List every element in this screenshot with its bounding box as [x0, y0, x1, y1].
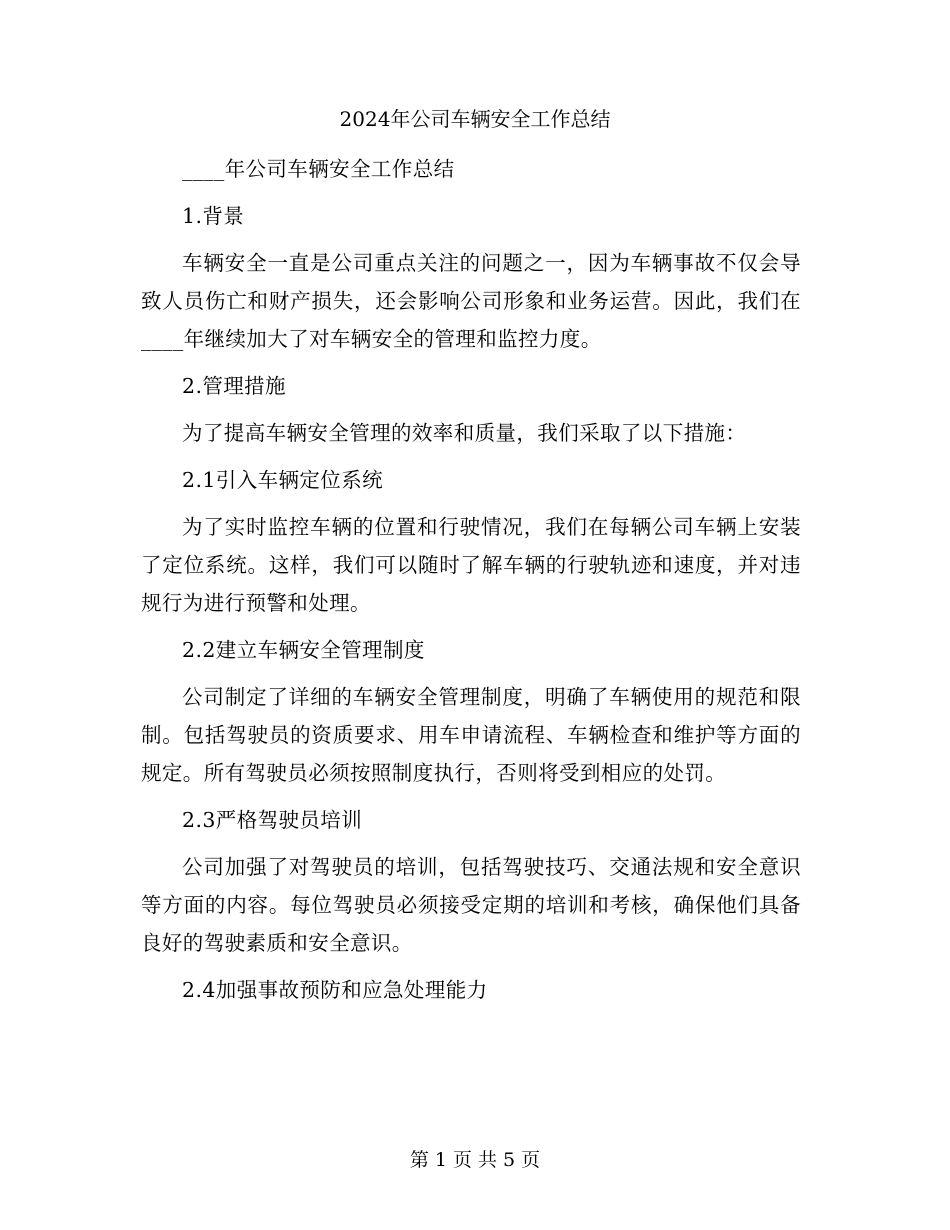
body-paragraph: 公司加强了对驾驶员的培训，包括驾驶技巧、交通法规和安全意识等方面的内容。每位驾驶员必须接受定期的培训和考核，确保他们具备良好的驾驶素质和安全意识。 [141, 855, 801, 955]
body-paragraph: 车辆安全一直是公司重点关注的问题之一，因为车辆事故不仅会导致人员伤亡和财产损失，还会影响公司形象和业务运营。因此，我们在____年继续加大了对车辆安全的管理和监控力度。 [141, 251, 801, 351]
document-body [141, 150, 801, 1018]
page-number-footer: 第 1 页 共 5 页 [409, 1149, 541, 1171]
subsection-heading-2-1: 2.1引入车辆定位系统 [182, 468, 384, 492]
body-paragraph: 为了提高车辆安全管理的效率和质量，我们采取了以下措施： [182, 421, 747, 445]
body-paragraph: 为了实时监控车辆的位置和行驶情况，我们在每辆公司车辆上安装了定位系统。这样，我们可以随时了解车辆的行驶轨迹和速度，并对违规行为进行预警和处理。 [141, 515, 801, 615]
section-heading-measures: 2.管理措施 [182, 374, 286, 398]
subtitle-paragraph: ____年公司车辆安全工作总结 [182, 157, 455, 181]
document-title: 2024年公司车辆安全工作总结 [339, 107, 611, 131]
section-heading-background: 1.背景 [182, 204, 245, 228]
subsection-heading-2-4: 2.4加强事故预防和应急处理能力 [182, 978, 488, 1002]
subsection-heading-2-2: 2.2建立车辆安全管理制度 [182, 638, 425, 662]
body-paragraph: 公司制定了详细的车辆安全管理制度，明确了车辆使用的规范和限制。包括驾驶员的资质要求、用车申请流程、车辆检查和维护等方面的规定。所有驾驶员必须按照制度执行，否则将受到相应的处罚。 [141, 685, 801, 785]
subsection-heading-2-3: 2.3严格驾驶员培训 [182, 808, 363, 832]
